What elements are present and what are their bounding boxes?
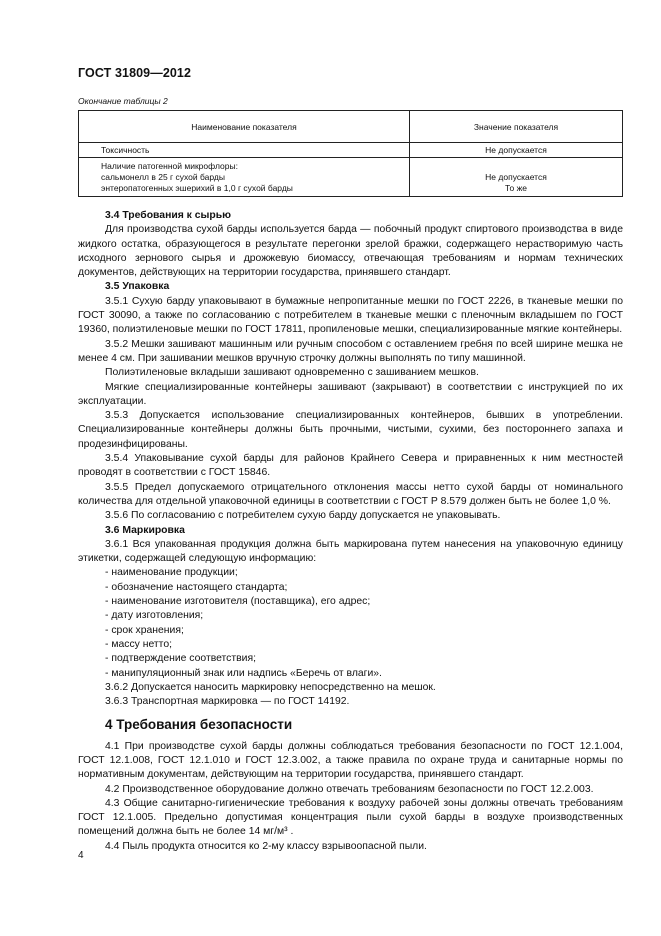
table-row: [79, 158, 623, 197]
section-heading: 3.4 Требования к сырью: [105, 210, 232, 221]
page-number: 4: [78, 850, 84, 861]
paragraph: Полиэтиленовые вкладыши зашивают одновременно с зашиванием мешков.: [105, 367, 479, 379]
paragraph: 3.5.1 Сухую барду упаковывают в бумажные непропитанные мешки по ГОСТ 2226, в тканевые мешки по ГОСТ 30090, а также по согласованию с потребителем в тканевые мешки с пленочным вкладышем по ГОСТ 19360, полиэтиленовые мешки по ГОСТ 17811, пропиленовые мешки, специализированные мягкие контейнеры.: [78, 295, 623, 336]
table-cell-line: Наличие патогенной микрофлоры:: [101, 161, 238, 171]
paragraph: Для производства сухой барды используется барда — побочный продукт спиртового производства в виде жидкого остатка, образующегося в результате перегонки зрелой бражки, содержащего нерастворимую часть исходного зернового сырья и дрожжевую биомассу, отвечающая требованиям и нормам технических документов, действующих на территории государства, принявшего стандарт.: [78, 224, 623, 279]
paragraph: 3.5.4 Упаковывание сухой барды для районов Крайнего Севера и приравненных к ним местностей проводят в соответствии с ГОСТ 15846.: [78, 453, 623, 479]
paragraph: Мягкие специализированные контейнеры зашивают (закрывают) в соответствии с инструкцией по их эксплуатации.: [78, 381, 623, 407]
table-cell-line: сальмонелл в 25 г сухой барды: [101, 172, 226, 182]
list-item: - подтверждение соответствия;: [105, 653, 256, 665]
list-item: - манипуляционный знак или надпись «Беречь от влаги».: [105, 667, 382, 679]
list-item: - дату изготовления;: [105, 610, 204, 622]
list-item: - срок хранения;: [105, 624, 184, 636]
table-cell-name: Токсичность: [101, 145, 150, 155]
paragraph: 4.4 Пыль продукта относится ко 2-му классу взрывоопасной пыли.: [105, 840, 427, 852]
table-caption: Окончание таблицы 2: [78, 96, 168, 106]
table-cell-line: Не допускается: [485, 172, 547, 182]
document-body: [78, 209, 623, 854]
table-cell-line: энтеропатогенных эшерихий в 1,0 г сухой барды: [101, 183, 293, 193]
table-row: [79, 143, 623, 158]
paragraph: 3.6.2 Допускается наносить маркировку непосредственно на мешок.: [105, 681, 436, 693]
table-header-value: Значение показателя: [410, 111, 623, 143]
paragraph: 3.6.3 Транспортная маркировка — по ГОСТ 14192.: [105, 696, 350, 708]
paragraph: 3.5.2 Мешки зашивают машинным или ручным способом с оставлением гребня по всей ширине мешка не менее 4 см. При зашивании мешков вручную строчку должны выполнять по типу машинной.: [78, 338, 623, 364]
table-cell-name: [79, 158, 409, 194]
section-heading: 3.5 Упаковка: [105, 281, 170, 293]
table-cell-value: [410, 158, 622, 194]
table-2: [78, 110, 623, 197]
section-heading: 3.6 Маркировка: [105, 524, 185, 536]
list-item: - обозначение настоящего стандарта;: [105, 581, 288, 593]
table-cell-value: Не допускается: [485, 145, 547, 155]
table-header-name: Наименование показателя: [79, 111, 410, 143]
document-header: ГОСТ 31809—2012: [78, 66, 192, 80]
paragraph: 4.3 Общие санитарно-гигиенические требования к воздуху рабочей зоны должны отвечать требованиям ГОСТ 12.1.005. Предельно допустимая концентрация пыли сухой барды в воздухе производственных помещений должна быть не более 14 мг/м³ .: [78, 797, 623, 838]
paragraph: 4.2 Производственное оборудование должно отвечать требованиям безопасности по ГОСТ 12.2.003.: [105, 783, 594, 795]
list-item: - наименование изготовителя (поставщика), его адрес;: [105, 596, 371, 608]
paragraph: 3.5.3 Допускается использование специализированных контейнеров, бывших в употреблении. Специализированные контейнеры должны быть прочными, чистыми, сухими, без постороннего запаха и продезинфицированы.: [78, 410, 623, 450]
list-item: - наименование продукции;: [105, 567, 238, 579]
list-item: - массу нетто;: [105, 638, 172, 650]
chapter-heading: 4 Требования безопасности: [105, 717, 293, 733]
paragraph: 3.5.6 По согласованию с потребителем сухую барду допускается не упаковывать.: [105, 510, 501, 522]
paragraph: 3.6.1 Вся упакованная продукция должна быть маркирована путем нанесения на упаковочную единицу этикетки, содержащей следующую информацию:: [78, 538, 623, 565]
paragraph: 3.5.5 Предел допускаемого отрицательного отклонения массы нетто сухой барды от номинального количества для отдельной упаковочной единицы в соответствии с ГОСТ Р 8.579 должен быть не более 1,0 %.: [78, 481, 623, 507]
table-cell-line: То же: [504, 183, 528, 193]
table-header-row: [79, 111, 623, 143]
paragraph: 4.1 При производстве сухой барды должны соблюдаться требования безопасности по ГОСТ 12.1.004, ГОСТ 12.1.008, ГОСТ 12.1.010 и ГОСТ 12.3.002, а также правила по охране труда и санитарные нормы по нормативным документам, действующим на территории государства, принявшего стандарт.: [78, 740, 623, 781]
